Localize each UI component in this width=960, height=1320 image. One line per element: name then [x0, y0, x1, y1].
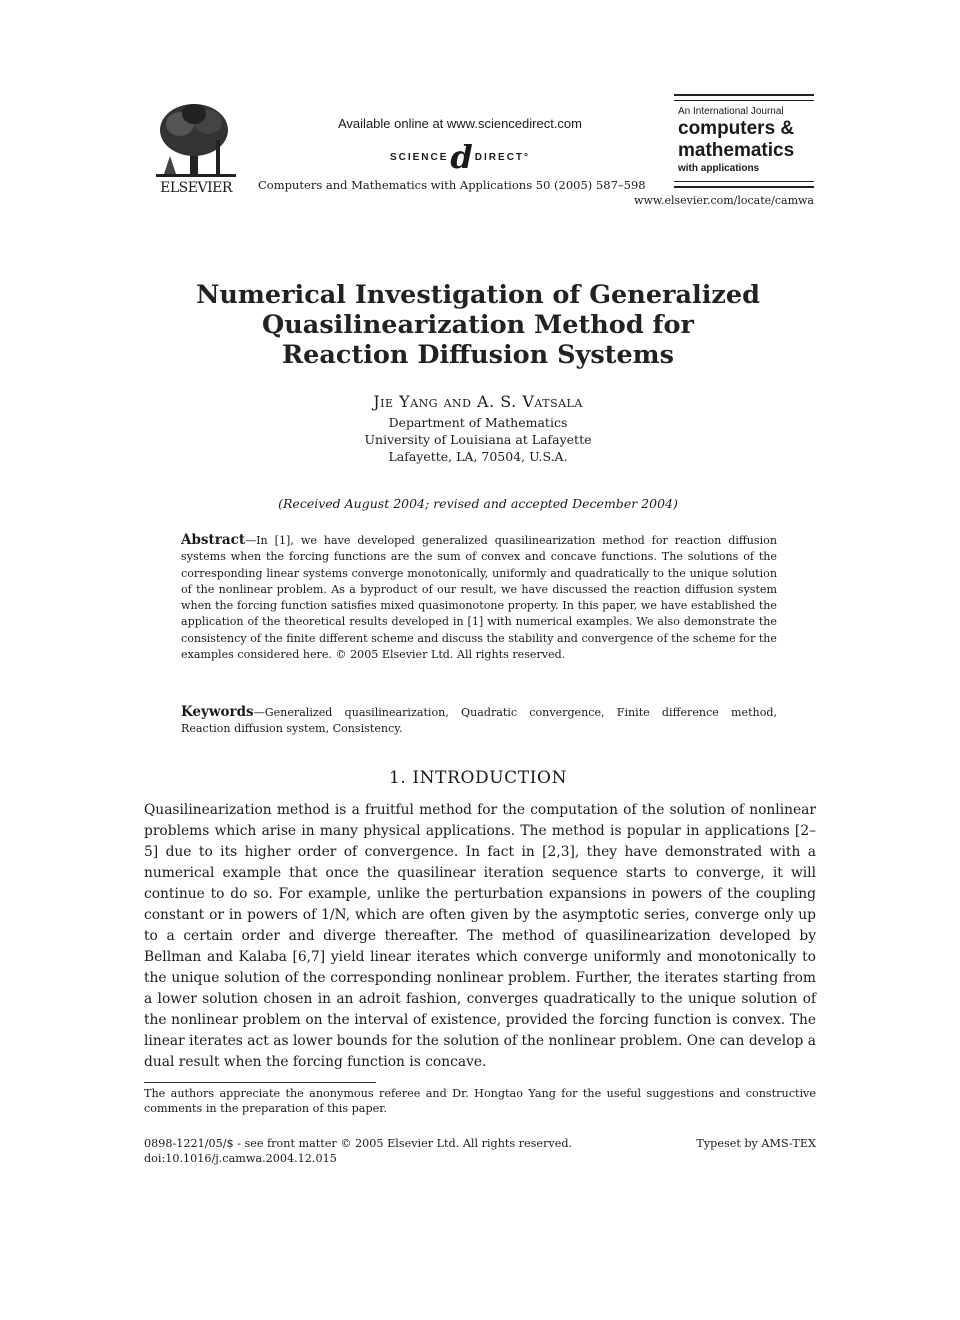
journal-title-line1: computers &: [678, 118, 795, 139]
keywords: [181, 704, 777, 738]
keywords-label: Keywords: [181, 704, 254, 720]
keywords-text: Generalized quasilinearization, Quadratic convergence, Finite difference method, Reaction diffusion system, Consistency.: [181, 706, 777, 736]
abstract-label: Abstract: [181, 532, 246, 548]
section-heading: 1. INTRODUCTION: [388, 768, 568, 788]
sciencedirect-left: SCIENCE: [389, 151, 449, 163]
journal-title-line2: mathematics: [678, 140, 795, 161]
received-dates: (Received August 2004; revised and accepted December 2004): [278, 496, 678, 511]
footer-doi[interactable]: doi:10.1016/j.camwa.2004.12.015: [144, 1152, 337, 1165]
sciencedirect-logo: [330, 140, 590, 174]
introduction-body: [144, 800, 816, 1073]
journal-subtitle: with applications: [678, 163, 760, 174]
journal-url[interactable]: www.elsevier.com/locate/camwa: [634, 194, 814, 207]
footnote-rule: [144, 1082, 376, 1083]
sciencedirect-at-icon: d: [450, 138, 473, 176]
journal-logo-box: [674, 94, 814, 188]
abstract: [181, 532, 777, 663]
publisher-name: ELSEVIER: [160, 180, 232, 196]
available-online-text: Available online at www.sciencedirect.com: [338, 116, 582, 131]
paper-title: [140, 280, 816, 370]
footnote: The authors appreciate the anonymous referee and Dr. Hongtao Yang for the useful suggestions and constructive comments in the preparation of this paper.: [144, 1087, 816, 1115]
footer-left: [144, 1136, 644, 1166]
keywords-dash: —: [253, 706, 265, 719]
journal-citation: Computers and Mathematics with Applications 50 (2005) 587–598: [258, 178, 646, 192]
footer-typeset: Typeset by AMS-TEX: [696, 1137, 816, 1150]
affiliation: [140, 414, 816, 465]
journal-intl-label: An International Journal: [678, 106, 784, 117]
introduction-paragraph: Quasilinearization method is a fruitful method for the computation of the solution of nonlinear problems which arise in many physical applications. The method is popular in applications [2–5] due to its higher order of convergence. In fact in [2,3], they have demonstrated with a numerical example that once the quasilinear iteration sequence starts to converge, it will continue to do so. For example, unlike the perturbation expansions in powers of the coupling constant or in powers of 1/N, which are often given by the asymptotic series, converge only up to a certain order and diverge thereafter. The method of quasilinearization developed by Bellman and Kalaba [6,7] yield linear iterates which converge uniformly and monotonically to the unique solution of the corresponding nonlinear problem. Further, the iterates starting from a lower solution chosen in an adroit fashion, converges quadratically to the unique solution of the nonlinear problem on the interval of existence, provided the forcing function is convex. The linear iterates act as lower bounds for the solution of the nonlinear problem. One can develop a dual result when the forcing function is concave.: [144, 802, 816, 1070]
abstract-text: In [1], we have developed generalized quasilinearization method for reaction diffusion systems when the forcing functions are the sum of convex and concave functions. The solutions of the corresponding linear systems converge monotonically, uniformly and quadratically to the unique solution of the nonlinear problem. As a byproduct of our result, we have discussed the reaction diffusion system when the forcing function satisfies mixed quasimonotone property. In this paper, we have established the application of the theoretical results developed in [1] with numerical examples. We also demonstrate the consistency of the finite different scheme and discuss the stability and convergence of the scheme for the examples considered here. © 2005 Elsevier Ltd. All rights reserved.: [181, 534, 777, 662]
abstract-dash: —: [245, 534, 257, 547]
sciencedirect-right: DIRECT°: [474, 151, 531, 163]
footer-issn: 0898-1221/05/$ - see front matter © 2005 Elsevier Ltd. All rights reserved.: [144, 1137, 573, 1150]
affiliation-univ: University of Louisiana at Lafayette: [364, 432, 592, 447]
journal-box-rule-top: [674, 100, 814, 101]
paper-title-line2: Quasilinearization Method for: [262, 310, 694, 340]
paper-title-line3: Reaction Diffusion Systems: [281, 340, 675, 370]
paper-title-line1: Numerical Investigation of Generalized: [196, 280, 760, 310]
affiliation-city: Lafayette, LA, 70504, U.S.A.: [388, 449, 568, 464]
journal-box-rule-bottom: [674, 181, 814, 182]
authors: Jie Yang and A. S. Vatsala: [373, 392, 583, 411]
affiliation-dept: Department of Mathematics: [388, 415, 568, 430]
